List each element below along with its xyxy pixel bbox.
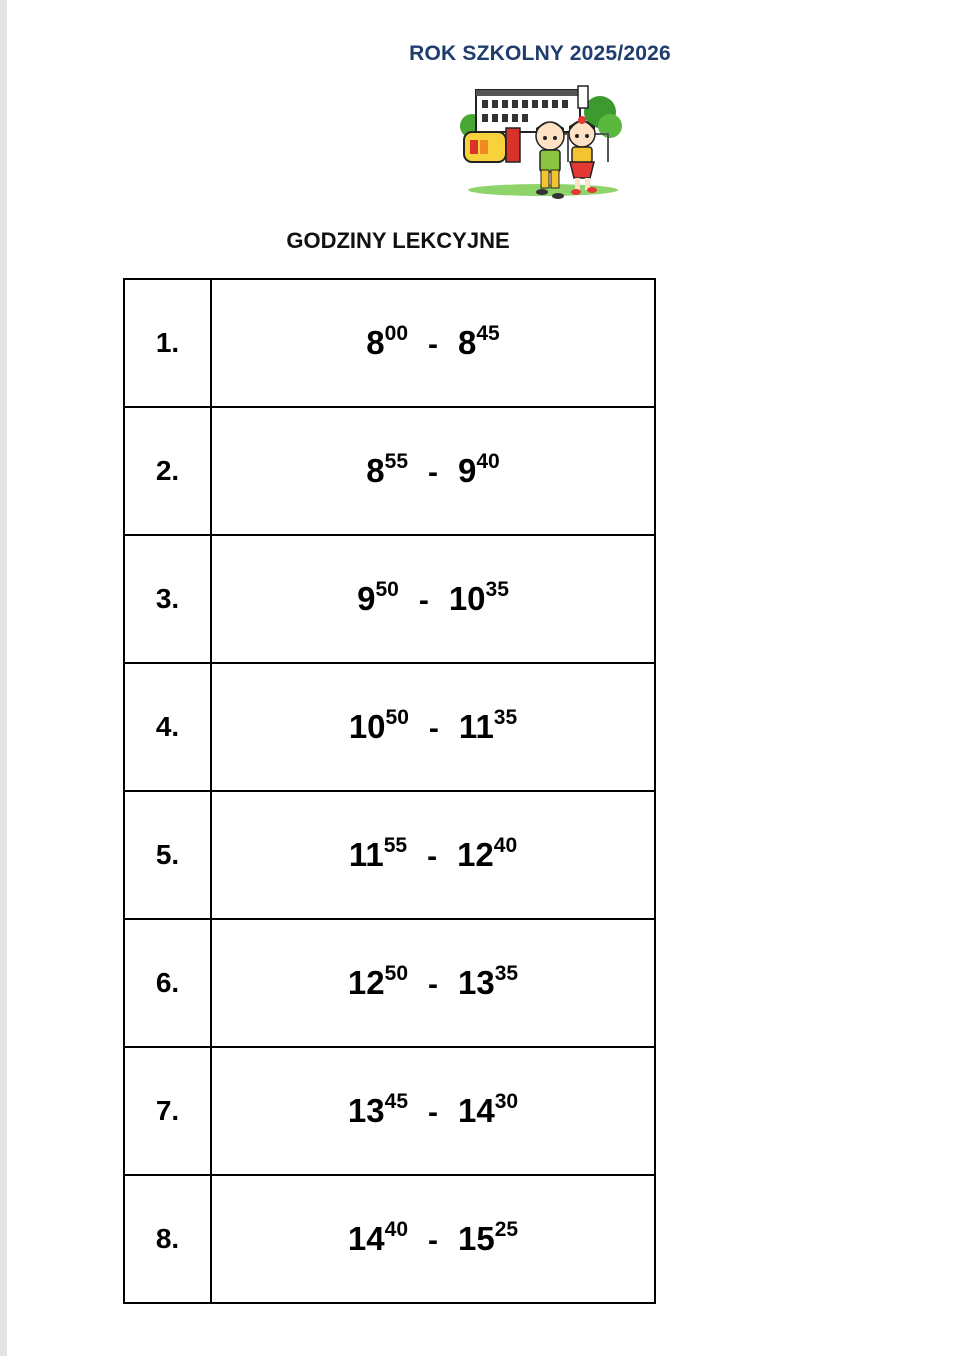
lesson-number: 1. (124, 279, 211, 407)
start-hour: 8 (366, 324, 385, 361)
end-hour: 12 (457, 836, 494, 873)
end-hour: 10 (448, 580, 486, 617)
lesson-row (124, 1047, 655, 1175)
lesson-start-time (349, 708, 409, 746)
lesson-row (124, 919, 655, 1047)
school-children-illustration (458, 82, 623, 212)
lesson-hours-table (123, 278, 656, 1304)
start-minutes: 55 (383, 834, 408, 857)
lesson-number: 8. (124, 1175, 211, 1303)
start-hour: 9 (357, 580, 376, 617)
end-minutes: 35 (493, 706, 518, 729)
lesson-time-range (211, 535, 655, 663)
lesson-start-time (349, 836, 407, 874)
end-hour: 11 (458, 708, 494, 745)
end-minutes: 30 (494, 1090, 519, 1113)
lesson-time-range (211, 1175, 655, 1303)
end-hour: 13 (458, 964, 495, 1001)
end-hour: 15 (458, 1220, 495, 1257)
lesson-end-time (459, 708, 517, 746)
start-minutes: 50 (385, 706, 409, 729)
end-minutes: 35 (494, 962, 519, 985)
lesson-hours-heading: GODZINY LEKCYJNE (286, 228, 510, 253)
lesson-start-time (348, 1220, 408, 1258)
lesson-number: 5. (124, 791, 211, 919)
lesson-start-time (366, 452, 408, 490)
lesson-time-range (211, 407, 655, 535)
time-separator: - (428, 328, 438, 361)
lesson-end-time (458, 1220, 518, 1258)
lesson-end-time (458, 324, 500, 362)
time-separator: - (427, 840, 438, 873)
lesson-start-time (348, 1092, 408, 1130)
end-hour: 8 (458, 324, 477, 361)
time-separator: - (428, 968, 438, 1001)
page-edge (0, 0, 7, 1356)
lesson-end-time (449, 580, 509, 618)
lesson-row (124, 791, 655, 919)
end-minutes: 25 (494, 1218, 519, 1241)
time-separator: - (428, 1096, 438, 1129)
start-hour: 10 (348, 708, 386, 745)
end-minutes: 40 (493, 834, 518, 857)
lesson-end-time (458, 964, 518, 1002)
lesson-row (124, 1175, 655, 1303)
end-minutes: 45 (476, 322, 500, 345)
lesson-end-time (458, 452, 500, 490)
time-separator: - (428, 456, 438, 489)
lesson-end-time (458, 1092, 518, 1130)
lesson-number: 2. (124, 407, 211, 535)
end-minutes: 40 (476, 450, 500, 473)
end-hour: 9 (458, 452, 477, 489)
lesson-start-time (348, 964, 408, 1002)
lesson-time-range (211, 279, 655, 407)
start-hour: 12 (347, 964, 385, 1001)
lesson-time-range (211, 791, 655, 919)
time-separator: - (428, 712, 439, 745)
lesson-time-range (211, 919, 655, 1047)
start-minutes: 00 (384, 322, 408, 345)
lesson-number: 6. (124, 919, 211, 1047)
start-hour: 11 (348, 836, 384, 873)
lesson-time-range (211, 1047, 655, 1175)
start-minutes: 50 (384, 962, 408, 985)
lesson-row (124, 535, 655, 663)
start-minutes: 45 (384, 1090, 408, 1113)
end-minutes: 35 (485, 578, 509, 601)
start-hour: 13 (347, 1092, 385, 1129)
start-minutes: 55 (384, 450, 408, 473)
lesson-hours-table-body (124, 279, 655, 1303)
start-hour: 14 (347, 1220, 385, 1257)
lesson-row (124, 663, 655, 791)
time-separator: - (428, 1224, 438, 1257)
lesson-start-time (357, 580, 399, 618)
lesson-row (124, 279, 655, 407)
lesson-row (124, 407, 655, 535)
lesson-number: 4. (124, 663, 211, 791)
start-minutes: 40 (384, 1218, 408, 1241)
lesson-number: 3. (124, 535, 211, 663)
start-minutes: 50 (375, 578, 399, 601)
lesson-end-time (457, 836, 517, 874)
lesson-number: 7. (124, 1047, 211, 1175)
lesson-start-time (366, 324, 408, 362)
school-year-title: ROK SZKOLNY 2025/2026 (409, 42, 671, 65)
start-hour: 8 (366, 452, 385, 489)
time-separator: - (418, 584, 429, 617)
lesson-time-range (211, 663, 655, 791)
end-hour: 14 (458, 1092, 495, 1129)
